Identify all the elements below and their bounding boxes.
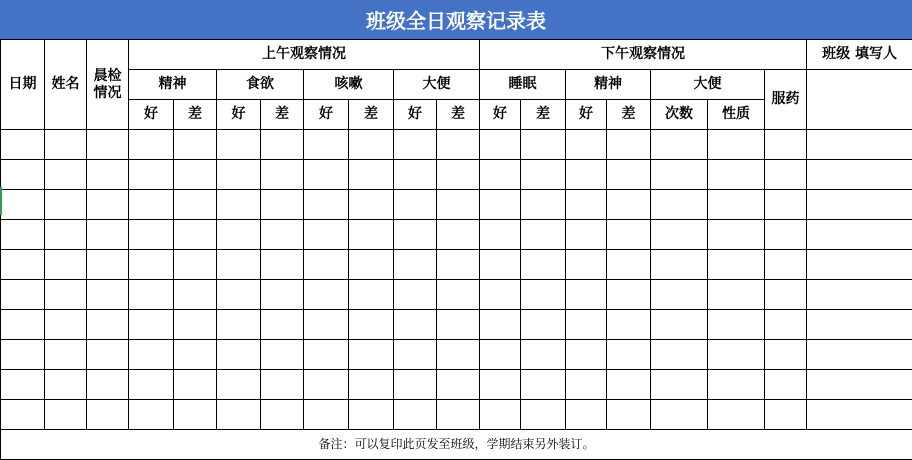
table-cell[interactable] — [217, 310, 261, 340]
table-cell[interactable] — [174, 310, 217, 340]
table-cell[interactable] — [708, 310, 765, 340]
header-pm-sleep-good: 好 — [480, 100, 521, 130]
table-cell[interactable] — [521, 280, 566, 310]
table-cell[interactable] — [217, 160, 261, 190]
table-cell[interactable] — [349, 370, 394, 400]
header-am-spirit-bad: 差 — [174, 100, 217, 130]
table-cell[interactable] — [807, 130, 912, 160]
table-cell[interactable] — [651, 280, 708, 310]
header-am-stool: 大便 — [394, 70, 480, 100]
table-cell[interactable] — [304, 220, 349, 250]
table-cell[interactable] — [437, 190, 480, 220]
table-cell[interactable] — [651, 130, 708, 160]
table-cell[interactable] — [87, 130, 129, 160]
table-cell[interactable] — [217, 340, 261, 370]
table-cell[interactable] — [437, 280, 480, 310]
table-cell[interactable] — [607, 400, 651, 430]
header-am-cough-good: 好 — [304, 100, 349, 130]
table-cell[interactable] — [708, 130, 765, 160]
table-cell[interactable] — [480, 310, 521, 340]
data-rows — [1, 130, 912, 430]
table-row — [1, 250, 912, 280]
table-cell[interactable] — [1, 340, 45, 370]
header-am-appetite: 食欲 — [217, 70, 304, 100]
table-cell[interactable] — [521, 190, 566, 220]
table-cell[interactable] — [87, 340, 129, 370]
table-cell[interactable] — [708, 370, 765, 400]
table-cell[interactable] — [217, 130, 261, 160]
table-cell[interactable] — [651, 310, 708, 340]
table-cell[interactable] — [129, 160, 174, 190]
observation-table — [0, 39, 912, 460]
header-date: 日期 — [1, 40, 45, 130]
table-cell[interactable] — [349, 400, 394, 430]
header-pm-stool-nature: 性质 — [708, 100, 765, 130]
table-cell[interactable] — [45, 130, 87, 160]
table-cell[interactable] — [304, 310, 349, 340]
table-cell[interactable] — [261, 310, 304, 340]
table-cell[interactable] — [261, 280, 304, 310]
table-cell[interactable] — [349, 310, 394, 340]
table-cell[interactable] — [45, 310, 87, 340]
table-row — [1, 340, 912, 370]
table-cell[interactable] — [480, 340, 521, 370]
table-cell[interactable] — [807, 310, 912, 340]
header-am-spirit: 精神 — [129, 70, 217, 100]
table-cell[interactable] — [261, 220, 304, 250]
table-cell[interactable] — [87, 400, 129, 430]
table-cell[interactable] — [129, 130, 174, 160]
table-cell[interactable] — [708, 340, 765, 370]
table-cell[interactable] — [708, 190, 765, 220]
table-cell[interactable] — [261, 160, 304, 190]
table-cell[interactable] — [521, 130, 566, 160]
table-cell[interactable] — [480, 220, 521, 250]
table-cell[interactable] — [217, 220, 261, 250]
table-cell[interactable] — [566, 250, 607, 280]
table-cell[interactable] — [129, 340, 174, 370]
table-cell[interactable] — [651, 250, 708, 280]
header-am-appetite-good: 好 — [217, 100, 261, 130]
table-cell[interactable] — [1, 310, 45, 340]
table-cell[interactable] — [45, 160, 87, 190]
table-cell[interactable] — [607, 220, 651, 250]
table-cell[interactable] — [521, 400, 566, 430]
table-cell[interactable] — [480, 190, 521, 220]
table-cell[interactable] — [566, 310, 607, 340]
header-pm-stool-count: 次数 — [651, 100, 708, 130]
table-cell[interactable] — [349, 250, 394, 280]
table-cell[interactable] — [45, 250, 87, 280]
header-class-filler-blank[interactable] — [807, 70, 912, 130]
table-cell[interactable] — [708, 400, 765, 430]
table-cell[interactable] — [1, 190, 45, 220]
table-cell[interactable] — [708, 280, 765, 310]
header-pm-spirit-bad: 差 — [607, 100, 651, 130]
table-cell[interactable] — [566, 160, 607, 190]
header-am-stool-bad: 差 — [437, 100, 480, 130]
table-cell[interactable] — [651, 370, 708, 400]
header-name: 姓名 — [45, 40, 87, 130]
table-cell[interactable] — [304, 190, 349, 220]
table-cell[interactable] — [566, 400, 607, 430]
table-cell[interactable] — [807, 190, 912, 220]
table-cell[interactable] — [129, 280, 174, 310]
header-pm-stool: 大便 — [651, 70, 765, 100]
table-cell[interactable] — [394, 160, 437, 190]
table-cell[interactable] — [807, 340, 912, 370]
table-cell[interactable] — [129, 250, 174, 280]
table-row — [1, 160, 912, 190]
header-pm-spirit: 精神 — [566, 70, 651, 100]
table-cell[interactable] — [174, 370, 217, 400]
table-cell[interactable] — [437, 160, 480, 190]
table-cell[interactable] — [45, 190, 87, 220]
footer-note: 备注：可以复印此页发至班级，学期结束另外装订。 — [1, 430, 912, 460]
table-cell[interactable] — [521, 310, 566, 340]
table-cell[interactable] — [304, 340, 349, 370]
header-class-filler: 班级 填写人 — [807, 40, 912, 70]
table-cell[interactable] — [261, 370, 304, 400]
table-cell[interactable] — [174, 220, 217, 250]
table-cell[interactable] — [765, 370, 807, 400]
table-cell[interactable] — [174, 280, 217, 310]
table-cell[interactable] — [349, 130, 394, 160]
table-cell[interactable] — [45, 400, 87, 430]
table-cell[interactable] — [45, 370, 87, 400]
table-cell[interactable] — [1, 280, 45, 310]
table-cell[interactable] — [521, 370, 566, 400]
table-cell[interactable] — [607, 250, 651, 280]
table-cell[interactable] — [480, 400, 521, 430]
table-cell[interactable] — [87, 190, 129, 220]
table-cell[interactable] — [174, 250, 217, 280]
table-cell[interactable] — [607, 370, 651, 400]
table-cell[interactable] — [394, 370, 437, 400]
table-row — [1, 310, 912, 340]
table-cell[interactable] — [765, 190, 807, 220]
table-cell[interactable] — [394, 220, 437, 250]
table-cell[interactable] — [651, 400, 708, 430]
table-row — [1, 280, 912, 310]
table-cell[interactable] — [708, 160, 765, 190]
table-cell[interactable] — [1, 130, 45, 160]
table-cell[interactable] — [807, 370, 912, 400]
table-cell[interactable] — [261, 340, 304, 370]
header-pm-sleep: 睡眠 — [480, 70, 566, 100]
table-row — [1, 220, 912, 250]
table-cell[interactable] — [129, 190, 174, 220]
header-morning-check-line1: 晨检 — [94, 68, 122, 84]
table-cell[interactable] — [651, 340, 708, 370]
table-cell[interactable] — [765, 250, 807, 280]
table-cell[interactable] — [566, 370, 607, 400]
table-cell[interactable] — [807, 280, 912, 310]
table-cell[interactable] — [651, 220, 708, 250]
table-cell[interactable] — [607, 130, 651, 160]
table-cell[interactable] — [437, 340, 480, 370]
table-cell[interactable] — [304, 160, 349, 190]
table-cell[interactable] — [217, 190, 261, 220]
header-pm-spirit-good: 好 — [566, 100, 607, 130]
table-cell[interactable] — [651, 190, 708, 220]
header-medicine: 服药 — [765, 70, 807, 130]
table-cell[interactable] — [174, 130, 217, 160]
table-cell[interactable] — [129, 370, 174, 400]
table-cell[interactable] — [521, 220, 566, 250]
table-cell[interactable] — [394, 280, 437, 310]
header-morning-check — [87, 40, 129, 130]
table-cell[interactable] — [394, 250, 437, 280]
table-cell[interactable] — [765, 310, 807, 340]
table-cell[interactable] — [480, 250, 521, 280]
table-cell[interactable] — [349, 160, 394, 190]
table-cell[interactable] — [521, 250, 566, 280]
table-cell[interactable] — [765, 160, 807, 190]
table-cell[interactable] — [765, 280, 807, 310]
table-cell[interactable] — [87, 250, 129, 280]
table-cell[interactable] — [807, 160, 912, 190]
table-cell[interactable] — [349, 190, 394, 220]
table-cell[interactable] — [174, 190, 217, 220]
table-cell[interactable] — [87, 220, 129, 250]
table-cell[interactable] — [217, 280, 261, 310]
table-cell[interactable] — [129, 310, 174, 340]
table-cell[interactable] — [607, 190, 651, 220]
table-cell[interactable] — [480, 370, 521, 400]
table-cell[interactable] — [437, 310, 480, 340]
table-cell[interactable] — [261, 130, 304, 160]
table-cell[interactable] — [708, 250, 765, 280]
table-cell[interactable] — [304, 250, 349, 280]
table-cell[interactable] — [807, 220, 912, 250]
table-cell[interactable] — [349, 340, 394, 370]
table-cell[interactable] — [261, 400, 304, 430]
table-cell[interactable] — [394, 130, 437, 160]
table-cell[interactable] — [217, 370, 261, 400]
table-cell[interactable] — [437, 220, 480, 250]
table-cell[interactable] — [765, 400, 807, 430]
table-row — [1, 400, 912, 430]
table-cell[interactable] — [304, 280, 349, 310]
table-cell[interactable] — [1, 160, 45, 190]
table-cell[interactable] — [437, 370, 480, 400]
table-cell[interactable] — [480, 130, 521, 160]
table-cell[interactable] — [1, 400, 45, 430]
table-cell[interactable] — [480, 280, 521, 310]
table-cell[interactable] — [437, 130, 480, 160]
table-cell[interactable] — [607, 280, 651, 310]
table-cell[interactable] — [129, 400, 174, 430]
table-cell[interactable] — [349, 220, 394, 250]
table-cell[interactable] — [87, 160, 129, 190]
table-cell[interactable] — [394, 400, 437, 430]
table-cell[interactable] — [566, 190, 607, 220]
header-am-cough-bad: 差 — [349, 100, 394, 130]
header-morning-check-line2: 情况 — [94, 85, 122, 101]
table-cell[interactable] — [1, 220, 45, 250]
table-cell[interactable] — [521, 340, 566, 370]
table-cell[interactable] — [807, 250, 912, 280]
header-am-appetite-bad: 差 — [261, 100, 304, 130]
table-cell[interactable] — [261, 190, 304, 220]
header-am-group: 上午观察情况 — [129, 40, 480, 70]
table-row — [1, 370, 912, 400]
table-cell[interactable] — [45, 220, 87, 250]
table-cell[interactable] — [217, 250, 261, 280]
table-cell[interactable] — [174, 160, 217, 190]
table-cell[interactable] — [566, 340, 607, 370]
active-cell-indicator — [0, 187, 2, 215]
table-cell[interactable] — [437, 400, 480, 430]
header-pm-sleep-bad: 差 — [521, 100, 566, 130]
table-cell[interactable] — [607, 310, 651, 340]
table-cell[interactable] — [566, 280, 607, 310]
table-cell[interactable] — [765, 130, 807, 160]
table-cell[interactable] — [217, 400, 261, 430]
table-cell[interactable] — [87, 370, 129, 400]
table-cell[interactable] — [87, 280, 129, 310]
table-cell[interactable] — [1, 250, 45, 280]
table-cell[interactable] — [566, 130, 607, 160]
table-cell[interactable] — [45, 280, 87, 310]
table-cell[interactable] — [129, 220, 174, 250]
table-cell[interactable] — [174, 340, 217, 370]
table-cell[interactable] — [480, 160, 521, 190]
table-cell[interactable] — [394, 190, 437, 220]
table-cell[interactable] — [708, 220, 765, 250]
table-cell[interactable] — [304, 400, 349, 430]
table-cell[interactable] — [521, 160, 566, 190]
table-cell[interactable] — [394, 340, 437, 370]
table-cell[interactable] — [304, 130, 349, 160]
table-cell[interactable] — [349, 280, 394, 310]
table-cell[interactable] — [765, 220, 807, 250]
table-cell[interactable] — [566, 220, 607, 250]
table-cell[interactable] — [394, 310, 437, 340]
table-cell[interactable] — [304, 370, 349, 400]
table-cell[interactable] — [607, 160, 651, 190]
table-cell[interactable] — [45, 340, 87, 370]
table-cell[interactable] — [261, 250, 304, 280]
header-am-cough: 咳嗽 — [304, 70, 394, 100]
table-cell[interactable] — [807, 400, 912, 430]
table-row — [1, 130, 912, 160]
table-cell[interactable] — [607, 340, 651, 370]
table-cell[interactable] — [437, 250, 480, 280]
header-am-stool-good: 好 — [394, 100, 437, 130]
table-cell[interactable] — [765, 340, 807, 370]
table-row — [1, 190, 912, 220]
header-am-spirit-good: 好 — [129, 100, 174, 130]
sheet-title: 班级全日观察记录表 — [0, 0, 912, 39]
table-cell[interactable] — [651, 160, 708, 190]
table-cell[interactable] — [1, 370, 45, 400]
table-cell[interactable] — [87, 310, 129, 340]
table-cell[interactable] — [174, 400, 217, 430]
header-pm-group: 下午观察情况 — [480, 40, 807, 70]
